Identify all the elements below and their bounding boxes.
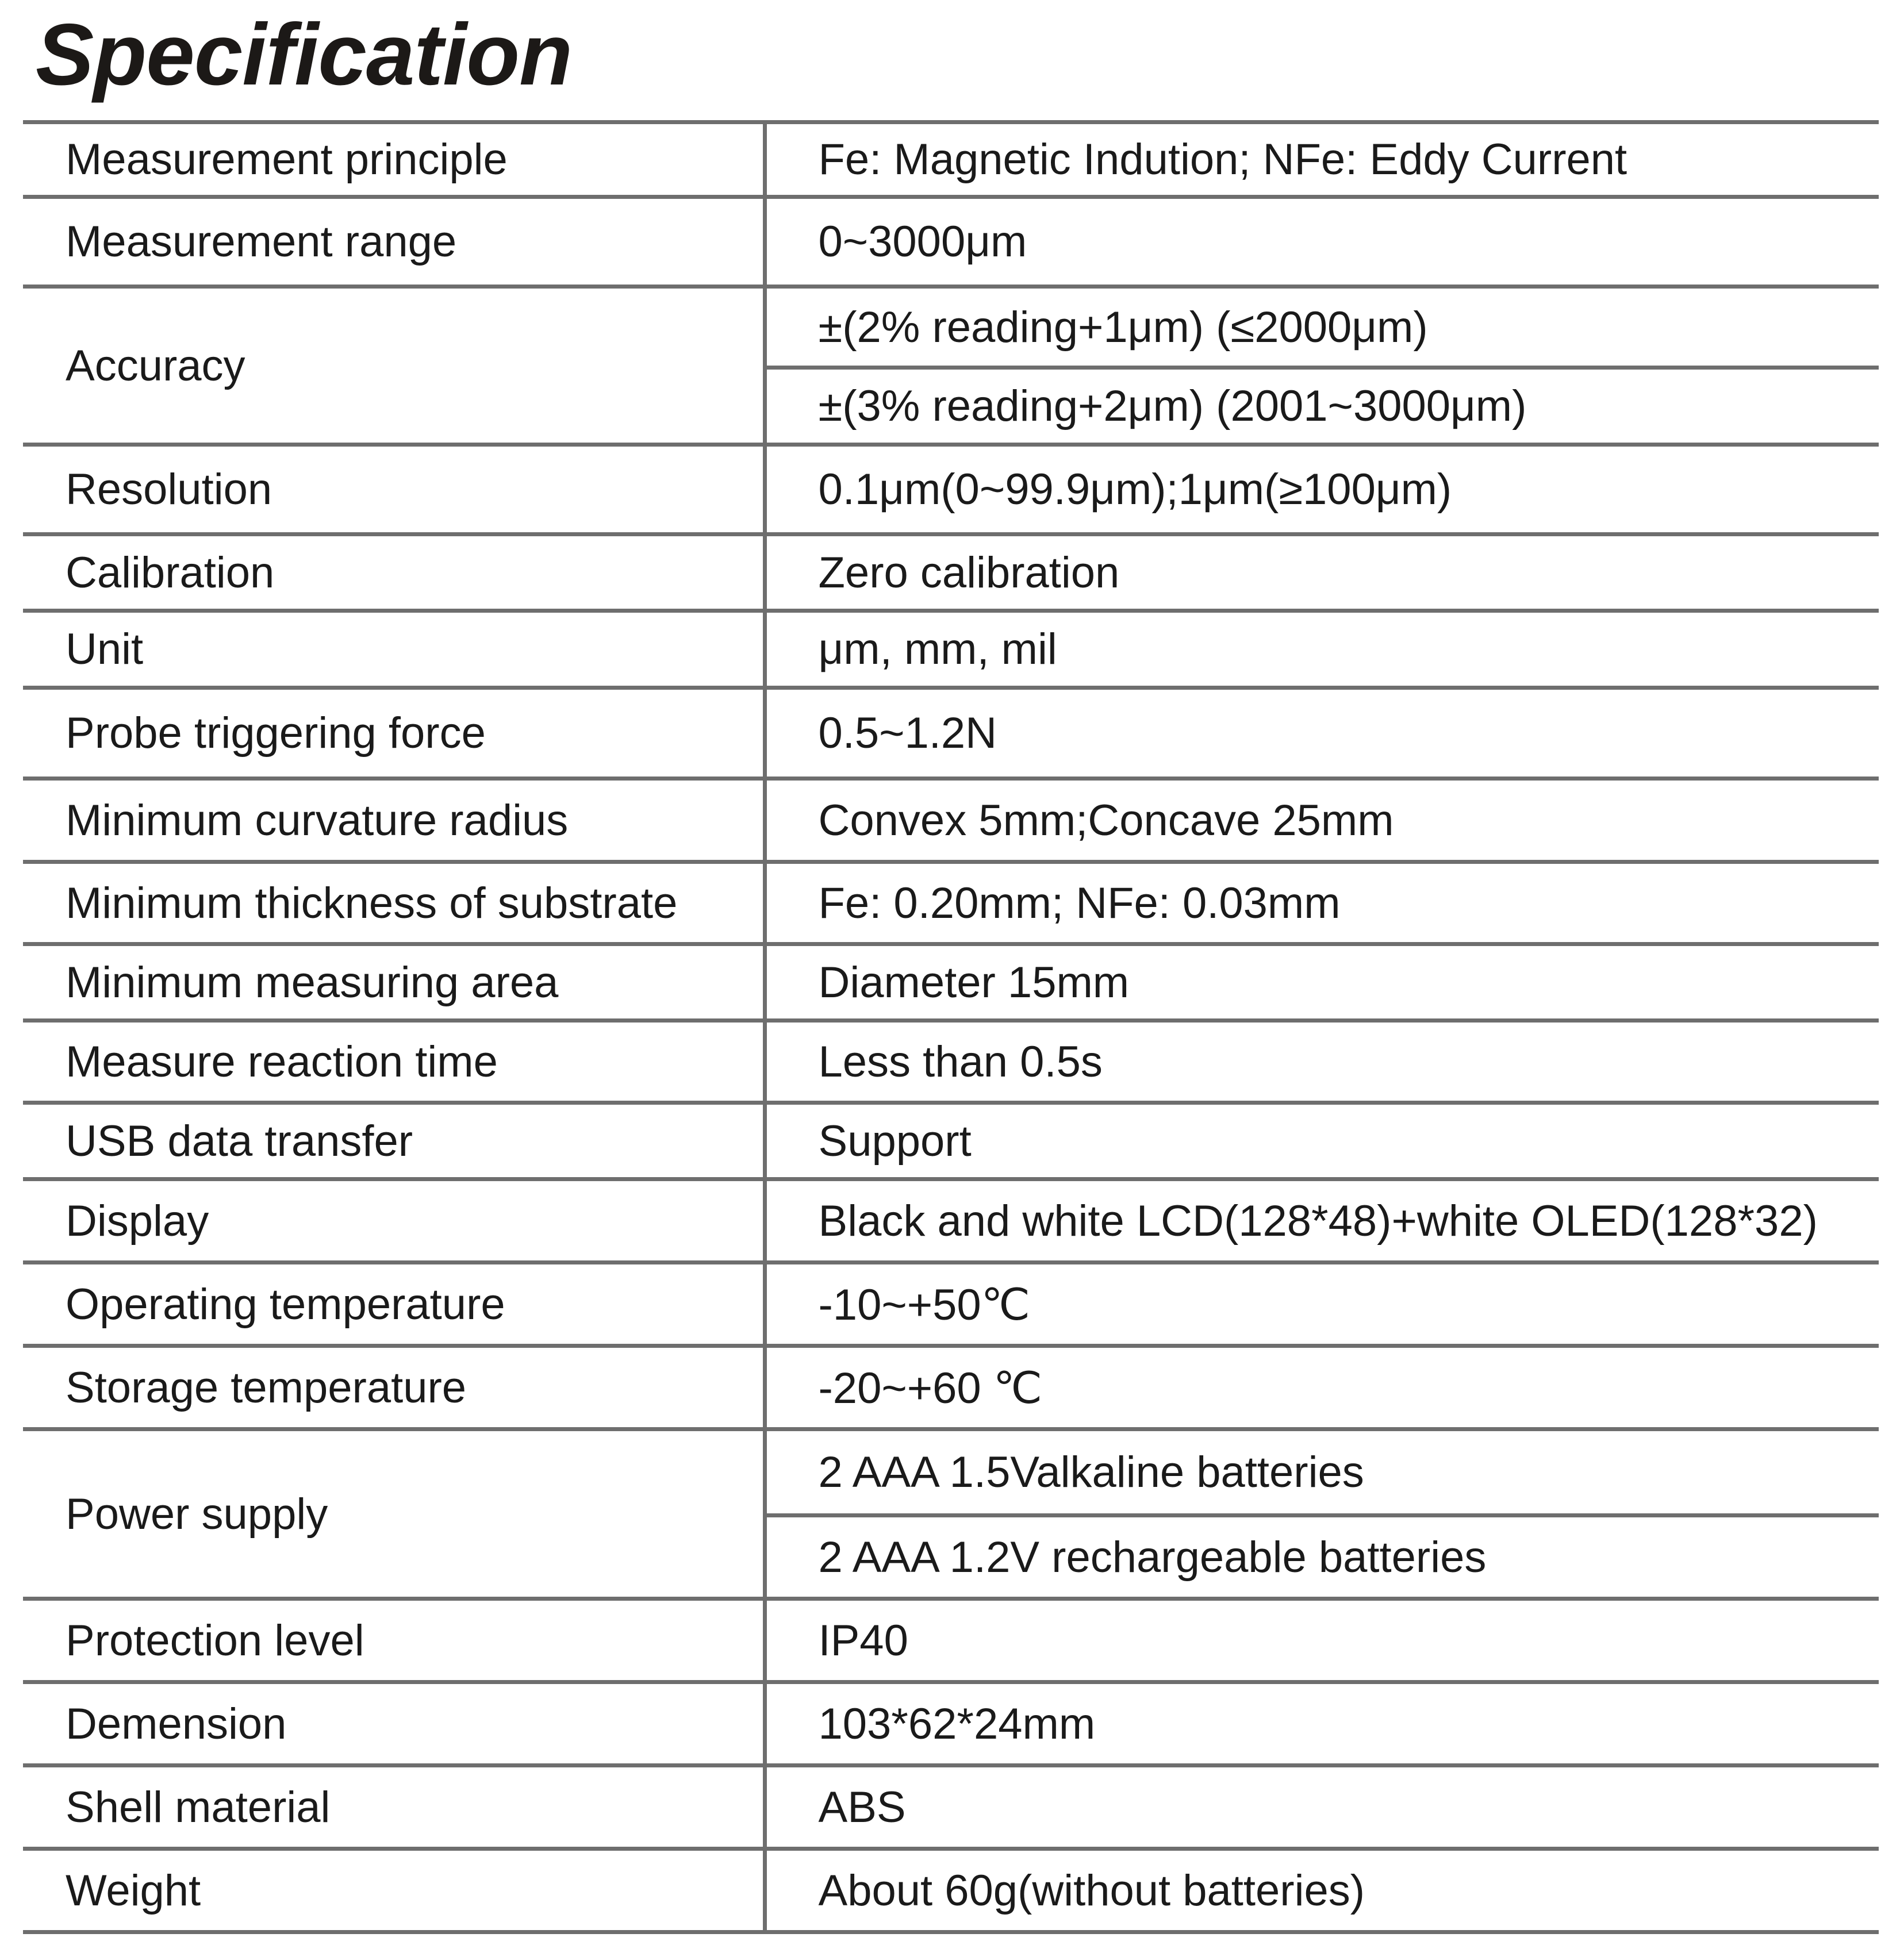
- spec-value: Less than 0.5s: [765, 1021, 1879, 1103]
- spec-label: Minimum measuring area: [23, 944, 765, 1021]
- spec-value: 0~3000μm: [765, 197, 1879, 287]
- spec-label: Storage temperature: [23, 1346, 765, 1429]
- spec-row-weight: [23, 1849, 1879, 1932]
- spec-value: Zero calibration: [765, 535, 1879, 611]
- spec-row-shell-material: [23, 1766, 1879, 1849]
- spec-row-measurement-range: [23, 197, 1879, 287]
- spec-value: ±(3% reading+2μm) (2001~3000μm): [765, 368, 1879, 445]
- spec-row-measurement-principle: [23, 122, 1879, 197]
- spec-label: Probe triggering force: [23, 688, 765, 779]
- spec-row-accuracy: [23, 287, 1879, 368]
- spec-label: Calibration: [23, 535, 765, 611]
- spec-value: Convex 5mm;Concave 25mm: [765, 779, 1879, 862]
- spec-row-minimum-thickness-of-substrate: [23, 862, 1879, 944]
- spec-label: Power supply: [23, 1429, 765, 1599]
- spec-label: Minimum thickness of substrate: [23, 862, 765, 944]
- spec-label: Display: [23, 1179, 765, 1263]
- spec-row-power-supply: [23, 1429, 1879, 1516]
- spec-value: About 60g(without batteries): [765, 1849, 1879, 1932]
- spec-row-resolution: [23, 445, 1879, 535]
- spec-label: Minimum curvature radius: [23, 779, 765, 862]
- spec-value: 2 AAA 1.2V rechargeable batteries: [765, 1516, 1879, 1599]
- spec-value: 0.5~1.2N: [765, 688, 1879, 779]
- spec-value: Black and white LCD(128*48)+white OLED(128*32): [765, 1179, 1879, 1263]
- spec-value: 0.1μm(0~99.9μm);1μm(≥100μm): [765, 445, 1879, 535]
- spec-row-unit: [23, 611, 1879, 688]
- spec-value: Support: [765, 1103, 1879, 1179]
- spec-label: Shell material: [23, 1766, 765, 1849]
- spec-value: IP40: [765, 1599, 1879, 1682]
- spec-row-storage-temperature: [23, 1346, 1879, 1429]
- spec-value: -10~+50℃: [765, 1263, 1879, 1346]
- spec-label: Weight: [23, 1849, 765, 1932]
- spec-value: ABS: [765, 1766, 1879, 1849]
- spec-label: Demension: [23, 1682, 765, 1766]
- spec-value: Fe: Magnetic Indution; NFe: Eddy Current: [765, 122, 1879, 197]
- spec-row-demension: [23, 1682, 1879, 1766]
- spec-label: Protection level: [23, 1599, 765, 1682]
- spec-row-protection-level: [23, 1599, 1879, 1682]
- spec-value: Fe: 0.20mm; NFe: 0.03mm: [765, 862, 1879, 944]
- spec-row-minimum-measuring-area: [23, 944, 1879, 1021]
- spec-label: Accuracy: [23, 287, 765, 445]
- spec-value: -20~+60 ℃: [765, 1346, 1879, 1429]
- spec-value: 103*62*24mm: [765, 1682, 1879, 1766]
- spec-row-measure-reaction-time: [23, 1021, 1879, 1103]
- spec-label: Resolution: [23, 445, 765, 535]
- spec-label: Operating temperature: [23, 1263, 765, 1346]
- spec-value: 2 AAA 1.5Valkaline batteries: [765, 1429, 1879, 1516]
- spec-value: Diameter 15mm: [765, 944, 1879, 1021]
- spec-row-operating-temperature: [23, 1263, 1879, 1346]
- spec-row-calibration: [23, 535, 1879, 611]
- spec-label: Measurement principle: [23, 122, 765, 197]
- spec-label: Unit: [23, 611, 765, 688]
- spec-label: USB data transfer: [23, 1103, 765, 1179]
- spec-table: [23, 120, 1879, 1934]
- spec-value: ±(2% reading+1μm) (≤2000μm): [765, 287, 1879, 368]
- spec-label: Measure reaction time: [23, 1021, 765, 1103]
- page-title: Specification: [36, 6, 572, 103]
- spec-row-usb-data-transfer: [23, 1103, 1879, 1179]
- spec-label: Measurement range: [23, 197, 765, 287]
- spec-row-display: [23, 1179, 1879, 1263]
- spec-row-minimum-curvature-radius: [23, 779, 1879, 862]
- spec-value: μm, mm, mil: [765, 611, 1879, 688]
- spec-row-probe-triggering-force: [23, 688, 1879, 779]
